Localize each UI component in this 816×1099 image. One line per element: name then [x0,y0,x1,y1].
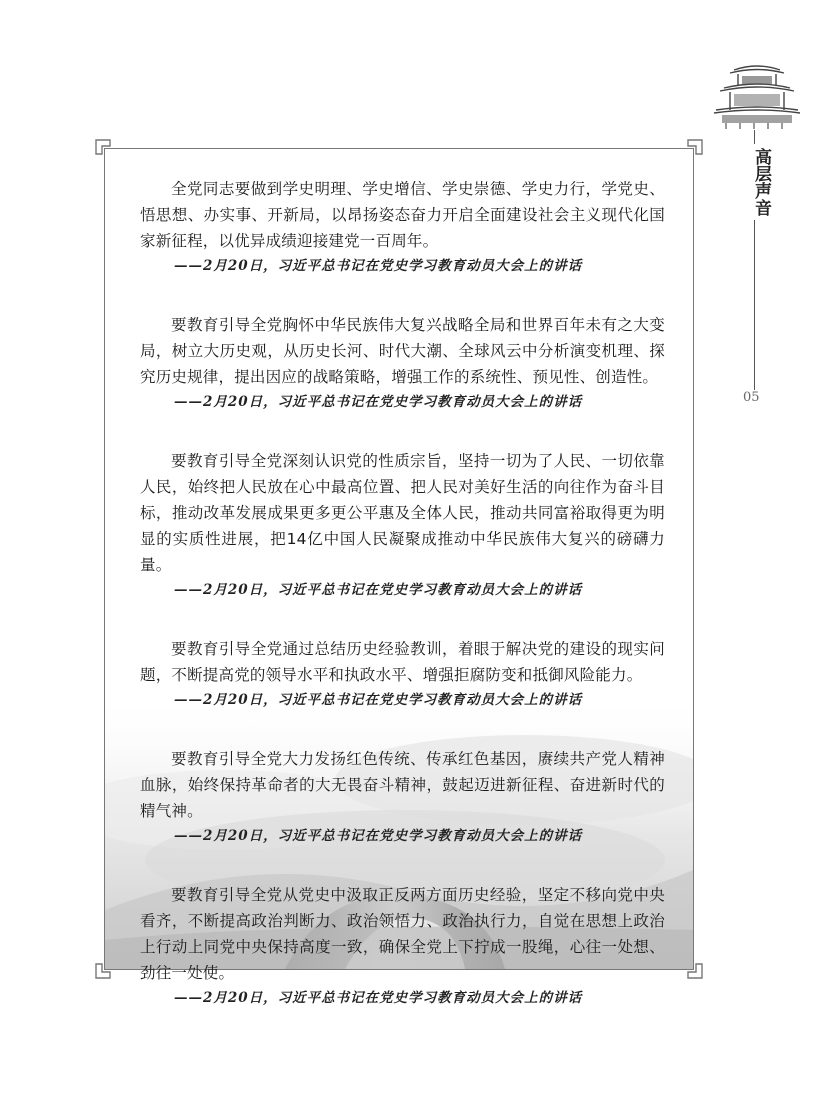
quote-text: 要教育引导全党胸怀中华民族伟大复兴战略全局和世界百年未有之大变局，树立大历史观，从历史长河、时代大潮、全球风云中分析演变机理、探究历史规律，提出因应的战略策略，增强工作的系统性、预见性、创造性。 [140,316,665,386]
pavilion-logo-icon [712,60,802,130]
quote-text: 要教育引导全党从党史中汲取正反两方面历史经验，坚定不移向党中央看齐，不断提高政治判断力、政治领悟力、政治执行力，自觉在思想上政治上行动上同党中央保持高度一致，确保全党上下拧成一股绳，心往一处想、劲往一处使。 [140,886,665,982]
corner-ornament-icon [682,138,704,160]
quote-block [140,636,665,712]
quote-text: 要教育引导全党通过总结历史经验教训，着眼于解决党的建设的现实问题，不断提高党的领导水平和执政水平、增强拒腐防变和抵御风险能力。 [140,640,665,684]
corner-ornament-icon [94,958,116,980]
quote-block [140,746,665,848]
corner-ornament-icon [682,958,704,980]
quotes-list [140,176,665,1044]
quote-source: ——2月20日，习近平总书记在党史学习教育动员大会上的讲话 [174,582,583,598]
quote-source: ——2月20日，习近平总书记在党史学习教育动员大会上的讲话 [174,692,583,708]
quote-text: 要教育引导全党大力发扬红色传统、传承红色基因，赓续共产党人精神血脉，始终保持革命者的大无畏奋斗精神，鼓起迈进新征程、奋进新时代的精气神。 [140,750,665,820]
quote-source: ——2月20日，习近平总书记在党史学习教育动员大会上的讲话 [174,394,583,410]
quote-text: 全党同志要做到学史明理、学史增信、学史崇德、学史力行，学党史、悟思想、办实事、开新局，以昂扬姿态奋力开启全面建设社会主义现代化国家新征程，以优异成绩迎接建党一百周年。 [140,180,665,250]
quote-block [140,448,665,602]
quote-source: ——2月20日，习近平总书记在党史学习教育动员大会上的讲话 [174,990,583,1006]
quote-block [140,882,665,1010]
quote-text: 要教育引导全党深刻认识党的性质宗旨，坚持一切为了人民、一切依靠人民，始终把人民放在心中最高位置、把人民对美好生活的向往作为奋斗目标，推动改革发展成果更多更公平惠及全体人民，推动共同富裕取得更为明显的实质性进展，把14亿中国人民凝聚成推动中华民族伟大复兴的磅礴力量。 [140,452,665,574]
section-title: 高层声音 [738,144,770,220]
page-number: 05 [743,390,760,405]
quote-source: ——2月20日，习近平总书记在党史学习教育动员大会上的讲话 [174,828,583,844]
corner-ornament-icon [94,138,116,160]
quote-source: ——2月20日，习近平总书记在党史学习教育动员大会上的讲话 [174,258,583,274]
quote-block [140,176,665,278]
quote-block [140,312,665,414]
